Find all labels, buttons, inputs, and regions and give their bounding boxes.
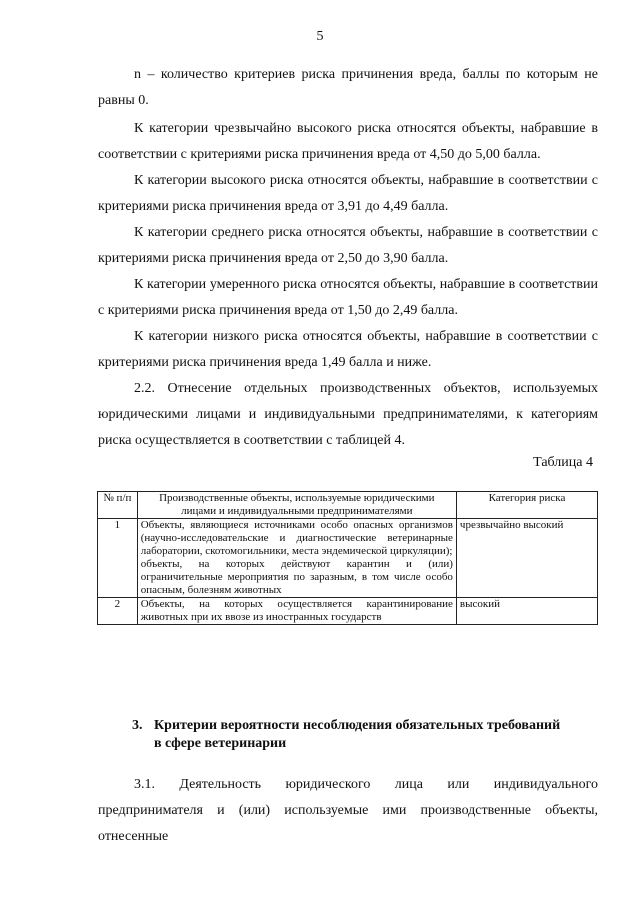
section-title-line-2: в сфере ветеринарии [154,736,287,751]
table-caption: Таблица 4 [533,455,593,470]
row-objects-text-2: объекты, на которых действуют карантин и (или) ограничительные мероприятия по заразным, в том числе особо опасным, болезням животных [140,558,453,596]
table-header-row [98,492,598,519]
paragraph-3-1: 3.1. Деятельность юридического лица или индивидуального предпринимателя и (или) используемые ими производственные объекты, отнесенные [98,777,598,844]
risk-categories-table [97,491,598,625]
paragraph-high-risk: К категории высокого риска относятся объекты, набравшие в соответствии с критериями риска причинения вреда от 3,91 до 4,49 балла. [98,173,598,214]
page-number: 5 [316,29,324,44]
table-row [98,519,598,598]
row-objects: Объекты, на которых осуществляется карантинирование животных при их ввозе из иностранных государств [137,598,456,625]
header-objects: Производственные объекты, используемые юридическими лицами и индивидуальными предпринимателями [137,492,456,519]
row-number: 1 [98,519,138,598]
section-heading [132,717,602,753]
section-title-line-1: Критерии вероятности несоблюдения обязательных требований [154,718,561,733]
section-number: 3. [132,718,143,733]
table-row [98,598,598,625]
row-objects [137,519,456,598]
row-number: 2 [98,598,138,625]
paragraph-extremely-high-risk: К категории чрезвычайно высокого риска относятся объекты, набравшие в соответствии с критериями риска причинения вреда от 4,50 до 5,00 балла. [98,121,598,162]
header-risk-category: Категория риска [456,492,597,519]
paragraph-2-2: 2.2. Отнесение отдельных производственных объектов, используемых юридическими лицами и индивидуальными предпринимателями, к категориям риска осуществляется в соответствии с таблицей 4. [98,381,598,448]
row-risk-category: высокий [456,598,597,625]
paragraph-medium-risk: К категории среднего риска относятся объекты, набравшие в соответствии с критериями риска причинения вреда от 2,50 до 3,90 балла. [98,225,598,266]
row-objects-text: Объекты, являющиеся источниками особо опасных организмов (научно-исследовательские и диагностические ветеринарные лаборатории, скотомогильники, места эндемической циркуляции); [140,519,453,557]
paragraph-low-risk: К категории низкого риска относятся объекты, набравшие в соответствии с критериями риска причинения вреда 1,49 балла и ниже. [98,329,598,370]
row-risk-category: чрезвычайно высокий [456,519,597,598]
header-number: № п/п [98,492,138,519]
paragraph-n-definition: n – количество критериев риска причинения вреда, баллы по которым не равны 0. [98,67,598,108]
paragraph-moderate-risk: К категории умеренного риска относятся объекты, набравшие в соответствии с критериями риска причинения вреда от 1,50 до 2,49 балла. [98,277,598,318]
